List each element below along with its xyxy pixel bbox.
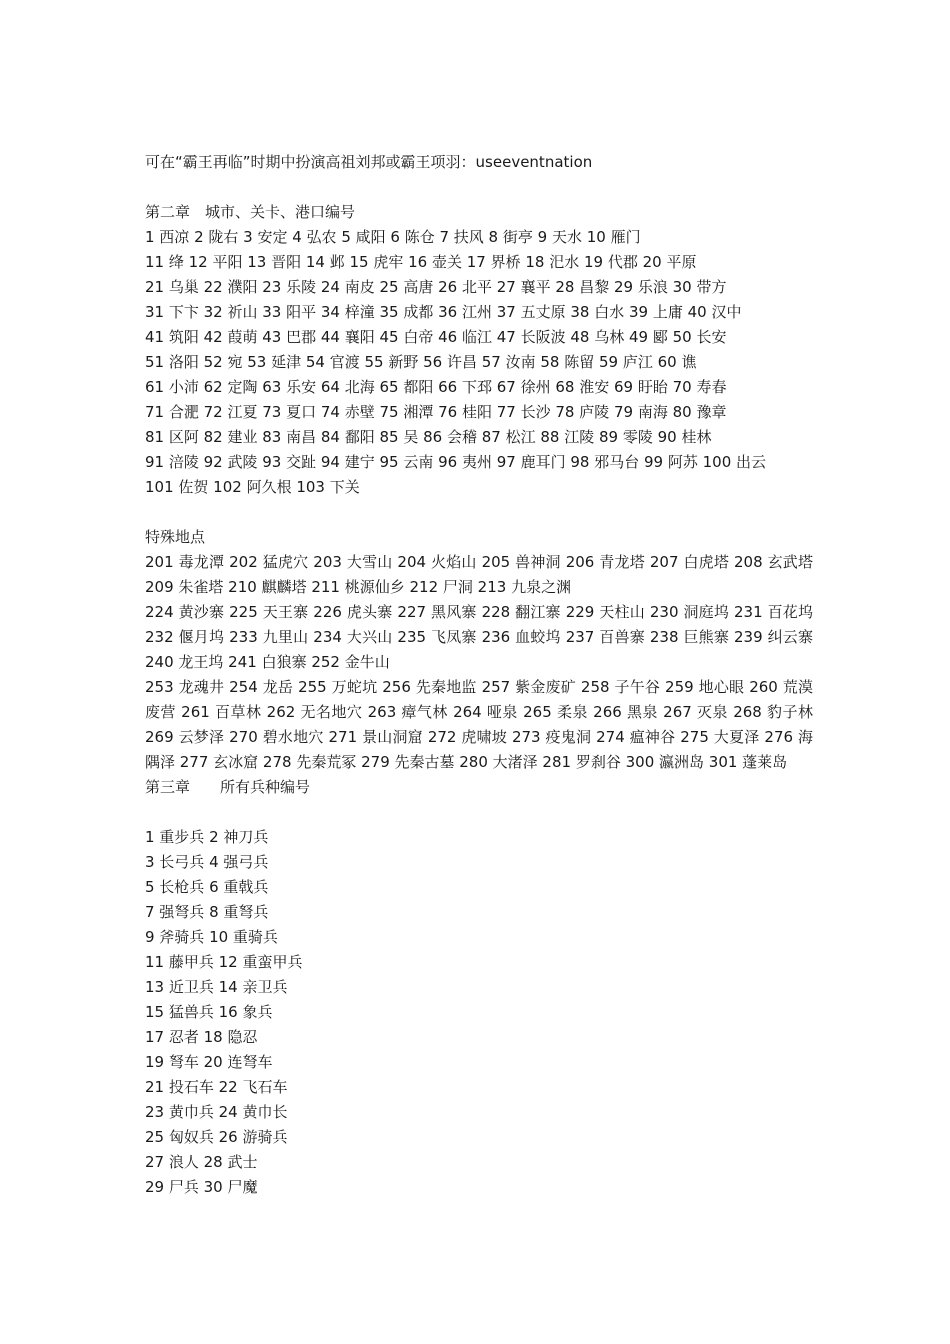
spacer bbox=[145, 175, 813, 200]
special-locations-paragraph: 253 龙魂井 254 龙岳 255 万蛇坑 256 先秦地监 257 紫金废矿 258 子午谷 259 地心眼 260 荒漠废营 261 百草林 262 无名地穴 263 瘴气林 264 哑泉 265 柔泉 266 黑泉 267 灭泉 268 豹子林 269 云梦泽 270 碧水地穴 271 景山洞窟 272 虎啸坡 273 疫鬼洞 274 瘟神谷 275 大夏泽 276 海隅泽 277 玄冰窟 278 先秦荒冢 279 先秦古墓 280 大渚泽 281 罗刹谷 300 瀛洲岛 301 蓬莱岛 bbox=[145, 678, 813, 771]
city-line: 101 佐贺 102 阿久根 103 下关 bbox=[145, 478, 360, 496]
city-line: 91 涪陵 92 武陵 93 交趾 94 建宁 95 云南 96 夷州 97 鹿耳门 98 邪马台 99 阿苏 100 出云 bbox=[145, 453, 767, 471]
unit-line: 25 匈奴兵 26 游骑兵 bbox=[145, 1128, 288, 1146]
special-locations-paragraph: 224 黄沙寨 225 天王寨 226 虎头寨 227 黑风寨 228 翻江寨 229 天柱山 230 洞庭坞 231 百花坞 232 偃月坞 233 九里山 234 大兴山 235 飞凤寨 236 血蛟坞 237 百兽寨 238 巨熊寨 239 纠云寨 240 龙王坞 241 白狼寨 252 金牛山 bbox=[145, 603, 813, 671]
unit-line: 21 投石车 22 飞石车 bbox=[145, 1078, 288, 1096]
special-locations-heading: 特殊地点 bbox=[145, 528, 206, 546]
spacer bbox=[145, 800, 813, 825]
special-locations-paragraph: 201 毒龙潭 202 猛虎穴 203 大雪山 204 火焰山 205 兽神洞 206 青龙塔 207 白虎塔 208 玄武塔 209 朱雀塔 210 麒麟塔 211 桃源仙乡 212 尸洞 213 九泉之渊 bbox=[145, 553, 813, 596]
city-line: 51 洛阳 52 宛 53 延津 54 官渡 55 新野 56 许昌 57 汝南 58 陈留 59 庐江 60 谯 bbox=[145, 353, 697, 371]
unit-line: 9 斧骑兵 10 重骑兵 bbox=[145, 928, 278, 946]
spacer bbox=[145, 500, 813, 525]
city-line: 71 合淝 72 江夏 73 夏口 74 赤壁 75 湘潭 76 桂阳 77 长沙 78 庐陵 79 南海 80 豫章 bbox=[145, 403, 727, 421]
unit-line: 3 长弓兵 4 强弓兵 bbox=[145, 853, 269, 871]
unit-line: 23 黄巾兵 24 黄巾长 bbox=[145, 1103, 288, 1121]
unit-line: 11 藤甲兵 12 重蛮甲兵 bbox=[145, 953, 303, 971]
city-line: 1 西凉 2 陇右 3 安定 4 弘农 5 咸阳 6 陈仓 7 扶风 8 街亭 9 天水 10 雁门 bbox=[145, 228, 641, 246]
unit-line: 29 尸兵 30 尸魔 bbox=[145, 1178, 258, 1196]
city-line: 21 乌巢 22 濮阳 23 乐陵 24 南皮 25 高唐 26 北平 27 襄平 28 昌黎 29 乐浪 30 带方 bbox=[145, 278, 727, 296]
unit-line: 1 重步兵 2 神刀兵 bbox=[145, 828, 269, 846]
city-line: 41 筑阳 42 葭萌 43 巴郡 44 襄阳 45 白帝 46 临江 47 长阪波 48 乌林 49 郾 50 长安 bbox=[145, 328, 727, 346]
city-line: 11 绛 12 平阳 13 晋阳 14 邺 15 虎牢 16 壶关 17 界桥 18 汜水 19 代郡 20 平原 bbox=[145, 253, 697, 271]
chapter-2-heading: 第二章 城市、关卡、港口编号 bbox=[145, 203, 356, 221]
unit-line: 13 近卫兵 14 亲卫兵 bbox=[145, 978, 288, 996]
unit-line: 7 强弩兵 8 重弩兵 bbox=[145, 903, 269, 921]
unit-line: 19 弩车 20 连弩车 bbox=[145, 1053, 273, 1071]
unit-line: 27 浪人 28 武士 bbox=[145, 1153, 258, 1171]
city-line: 81 区阿 82 建业 83 南昌 84 鄱阳 85 吴 86 会稽 87 松江 88 江陵 89 零陵 90 桂林 bbox=[145, 428, 712, 446]
intro-line: 可在“霸王再临”时期中扮演高祖刘邦或霸王项羽：useeventnation bbox=[145, 153, 593, 171]
city-line: 31 下卞 32 祈山 33 阳平 34 梓潼 35 成都 36 江州 37 五丈原 38 白水 39 上庸 40 汉中 bbox=[145, 303, 742, 321]
unit-line: 15 猛兽兵 16 象兵 bbox=[145, 1003, 273, 1021]
unit-line: 5 长枪兵 6 重戟兵 bbox=[145, 878, 269, 896]
city-line: 61 小沛 62 定陶 63 乐安 64 北海 65 都阳 66 下邳 67 徐州 68 淮安 69 盱眙 70 寿春 bbox=[145, 378, 727, 396]
document-page bbox=[145, 150, 813, 1200]
chapter-3-heading: 第三章 所有兵种编号 bbox=[145, 778, 311, 796]
unit-line: 17 忍者 18 隐忍 bbox=[145, 1028, 258, 1046]
